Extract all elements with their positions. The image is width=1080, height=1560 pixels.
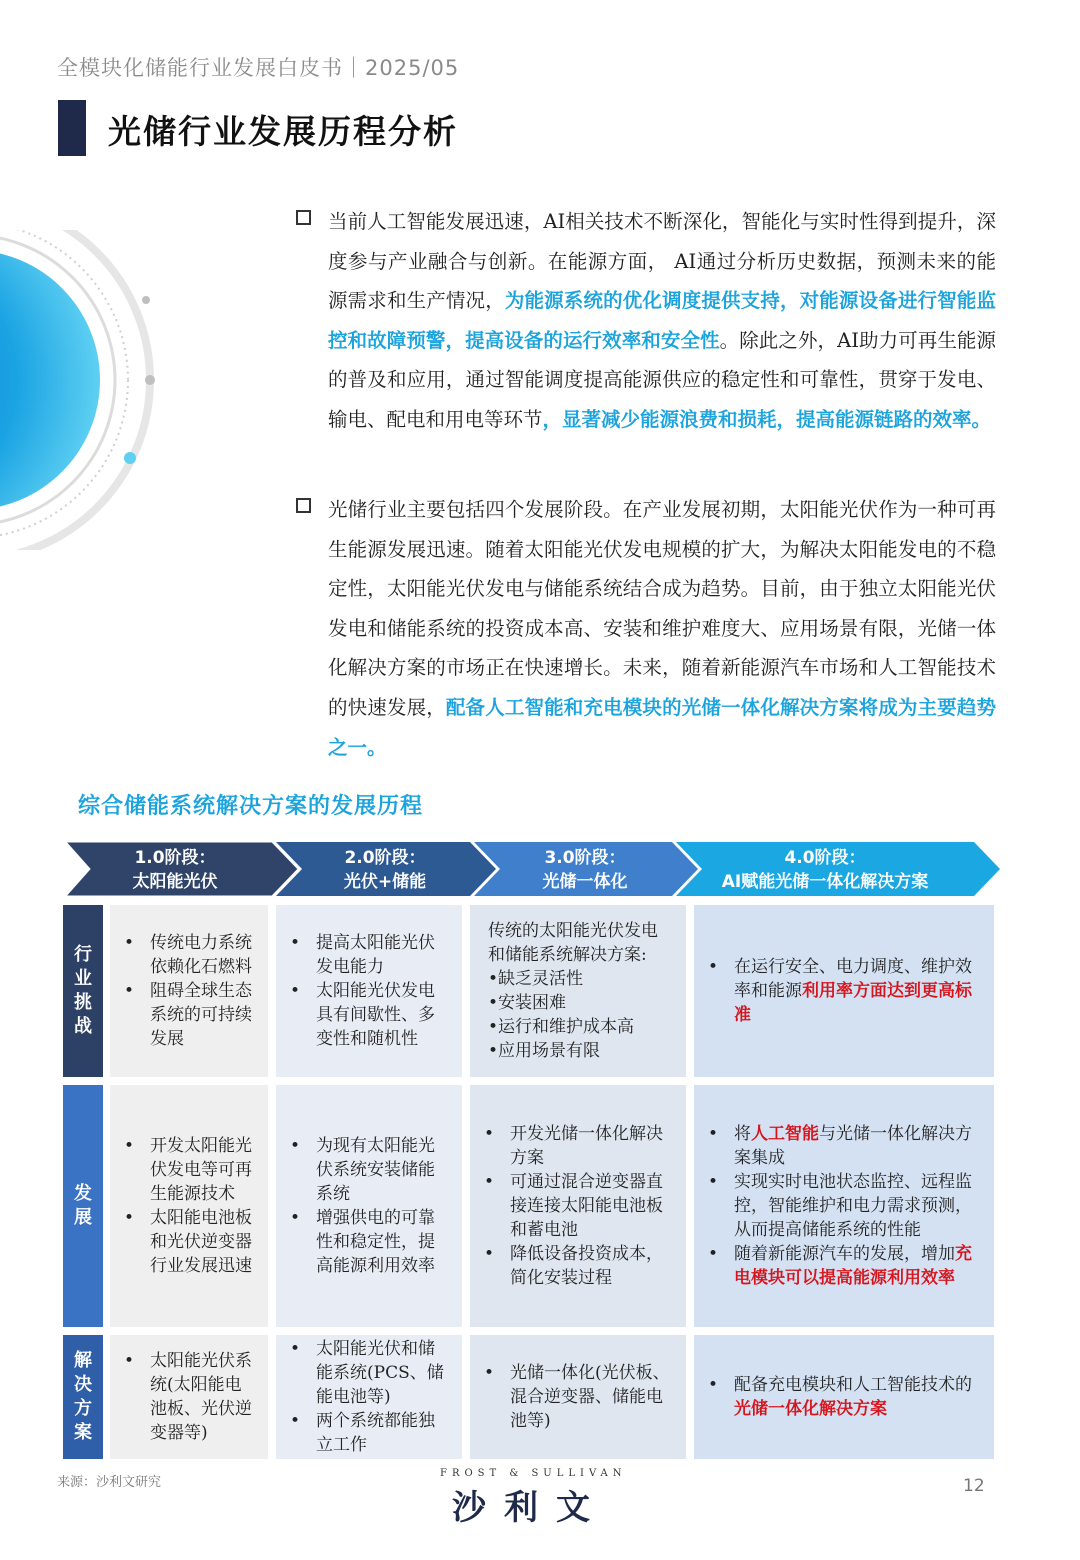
- list-item: •缺乏灵活性: [488, 969, 584, 989]
- list-item: • 降低设备投资成本，简化安装过程: [510, 1242, 672, 1290]
- solution-cell-stage1: [110, 1335, 268, 1459]
- list-item: • 太阳能光伏发电具有间歇性、多变性和随机性: [316, 979, 442, 1051]
- paragraph-ai-text: 当前人工智能发展迅速，AI相关技术不断深化，智能化与实时性得到提升，深度参与产业融合与创新。在能源方面， AI通过分析历史数据，预测未来的能源需求和生产情况，: [328, 210, 996, 313]
- development-cell-stage4: [694, 1085, 994, 1327]
- development-cell-stage3: [470, 1085, 686, 1327]
- checkbox-bullet-icon: [296, 210, 311, 225]
- brand-logo: 沙利文: [452, 1488, 608, 1528]
- challenge-intro: 传统的太阳能光伏发电和储能系统解决方案:: [488, 921, 658, 965]
- stage-3-label: 3.0阶段： 光储一体化: [542, 848, 628, 892]
- challenge-cell-stage3: [470, 905, 686, 1077]
- stage-2-label: 2.0阶段： 光伏+储能: [343, 848, 427, 892]
- list-item: • 将人工智能与光储一体化解决方案集成: [734, 1122, 976, 1170]
- development-cell-stage1: [110, 1085, 268, 1327]
- solution-cell-stage4: [694, 1335, 994, 1459]
- source-note: 来源：沙利文研究: [57, 1475, 162, 1490]
- paragraph-stages: [296, 490, 996, 767]
- challenge-cell-stage4: [694, 905, 994, 1077]
- decorative-circle-graphic: [0, 230, 200, 550]
- list-item: • 随着新能源汽车的发展，增加充电模块可以提高能源利用效率: [734, 1242, 976, 1290]
- development-cell-stage2: [276, 1085, 462, 1327]
- list-item: • 传统电力系统依赖化石燃料: [150, 931, 256, 979]
- list-item: • 光储一体化(光伏板、混合逆变器、储能电池等): [510, 1361, 672, 1433]
- list-item: • 为现有太阳能光伏系统安装储能系统: [316, 1134, 442, 1206]
- list-item: • 可通过混合逆变器直接连接太阳能电池板和蓄电池: [510, 1170, 672, 1242]
- paragraph-stages-highlight: 配备人工智能和充电模块的光储一体化解决方案将成为主要趋势之一。: [328, 695, 996, 759]
- paragraph-ai-text-2: 。除此之外，AI助力可再生能源的普及和应用，通过智能调度提高能源供应的稳定性和可靠性，贯穿于发电、输电、配电和用电等环节: [328, 328, 996, 431]
- list-item: • 两个系统都能独立工作: [316, 1409, 448, 1457]
- list-item: •应用场景有限: [488, 1041, 601, 1061]
- list-item: • 增强供电的可靠性和稳定性，提高能源利用效率: [316, 1206, 442, 1278]
- list-item: • 太阳能电池板和光伏逆变器行业发展迅速: [150, 1206, 256, 1278]
- row-label-challenges: 行业挑战: [63, 905, 103, 1077]
- page-number: 12: [963, 1476, 985, 1496]
- list-item: • 开发光储一体化解决方案: [510, 1122, 672, 1170]
- diagram-title: 综合储能系统解决方案的发展历程: [78, 793, 424, 819]
- list-item: • 配备充电模块和人工智能技术的光储一体化解决方案: [734, 1373, 976, 1421]
- list-item: • 太阳能光伏系统(太阳能电池板、光伏逆变器等): [150, 1349, 256, 1445]
- paragraph-stages-text: 光储行业主要包括四个发展阶段。在产业发展初期，太阳能光伏作为一种可再生能源发展迅速。随着太阳能光伏发电规模的扩大，为解决太阳能发电的不稳定性，太阳能光伏发电与储能系统结合成为趋势。目前，由于独立太阳能光伏发电和储能系统的投资成本高、安装和维护难度大、应用场景有限，光储一体化解决方案的市场正在快速增长。未来，随着新能源汽车市场和人工智能技术的快速发展，: [328, 498, 996, 719]
- list-item: • 在运行安全、电力调度、维护效率和能源利用率方面达到更高标准: [734, 955, 976, 1027]
- title-accent-bar: [58, 100, 86, 156]
- challenge-cell-stage2: [276, 905, 462, 1077]
- list-item: •运行和维护成本高: [488, 1017, 635, 1037]
- list-item: • 开发太阳能光伏发电等可再生能源技术: [150, 1134, 256, 1206]
- challenge-cell-stage1: [110, 905, 268, 1077]
- list-item: • 提高太阳能光伏发电能力: [316, 931, 442, 979]
- stage-1-label: 1.0阶段： 太阳能光伏: [132, 848, 218, 892]
- solution-cell-stage2: [276, 1335, 462, 1459]
- brand-english: FROST & SULLIVAN: [440, 1468, 627, 1479]
- paragraph-ai-highlight-2: ，显著减少能源浪费和损耗，提高能源链路的效率。: [542, 407, 992, 431]
- row-label-solutions: 解决方案: [63, 1335, 103, 1459]
- list-item: • 阻碍全球生态系统的可持续发展: [150, 979, 256, 1051]
- page-title: 光储行业发展历程分析: [108, 112, 458, 151]
- paragraph-ai-highlight-1: 为能源系统的优化调度提供支持，对能源设备进行智能监控和故障预警，提高设备的运行效率和安全性: [328, 289, 996, 352]
- checkbox-bullet-icon: [296, 498, 311, 513]
- list-item: • 实现实时电池状态监控、远程监控，智能维护和电力需求预测，从而提高储能系统的性能: [734, 1170, 976, 1242]
- running-header: 全模块化储能行业发展白皮书｜2025/05: [57, 56, 460, 80]
- stage-4-label: 4.0阶段： AI赋能光储一体化解决方案: [721, 848, 929, 892]
- list-item: • 太阳能光伏和储能系统(PCS、储能电池等): [316, 1337, 448, 1409]
- list-item: •安装困难: [488, 993, 567, 1013]
- row-label-development: 发展: [63, 1085, 103, 1327]
- paragraph-ai: [296, 202, 996, 440]
- solution-cell-stage3: [470, 1335, 686, 1459]
